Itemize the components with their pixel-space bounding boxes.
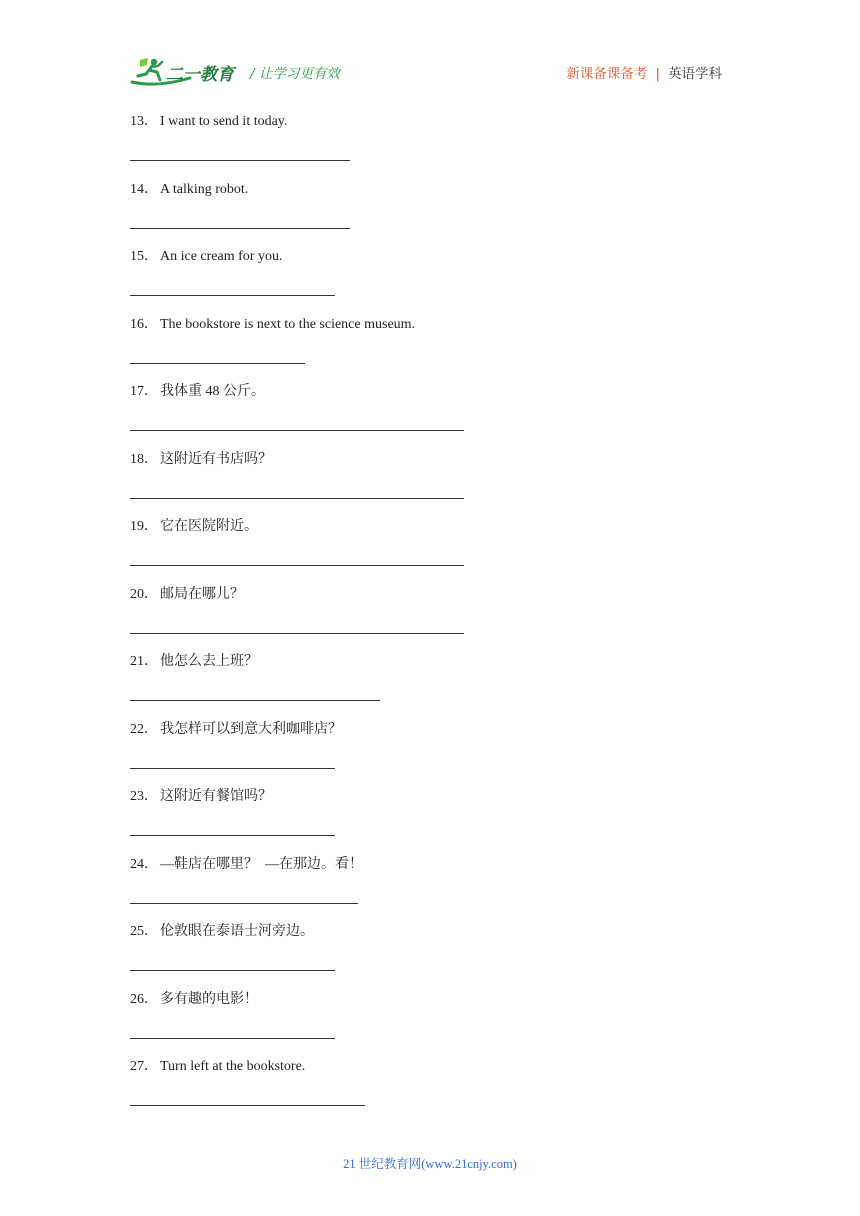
question-prompt: 我怎样可以到意大利咖啡店？ xyxy=(160,721,342,737)
question-item xyxy=(130,249,730,317)
question-number: 16． xyxy=(130,316,158,332)
question-item xyxy=(130,452,730,520)
question-number: 24． xyxy=(130,856,158,872)
answer-line[interactable] xyxy=(130,970,335,971)
question-text xyxy=(130,1059,305,1075)
header-course-info xyxy=(566,62,722,82)
answer-line[interactable] xyxy=(130,700,380,701)
question-item xyxy=(130,519,730,587)
question-text xyxy=(130,519,258,535)
course-label: 新课备课备考 xyxy=(566,66,648,82)
answer-line[interactable] xyxy=(130,768,335,769)
answer-line[interactable] xyxy=(130,363,305,364)
question-prompt: 邮局在哪儿？ xyxy=(160,586,244,602)
question-prompt: 我体重 48 公斤。 xyxy=(160,384,265,399)
question-item xyxy=(130,114,730,182)
question-number: 13． xyxy=(130,114,158,129)
question-number: 23． xyxy=(130,789,158,804)
question-text xyxy=(130,114,287,130)
question-text xyxy=(130,249,282,265)
question-text xyxy=(130,587,244,603)
question-item xyxy=(130,857,730,925)
question-item xyxy=(130,789,730,857)
question-number: 20． xyxy=(130,586,158,602)
answer-line[interactable] xyxy=(130,498,464,499)
question-text xyxy=(130,789,272,805)
question-item xyxy=(130,654,730,722)
question-prompt: Turn left at the bookstore. xyxy=(160,1059,306,1074)
runner-logo-icon xyxy=(130,56,242,88)
answer-line[interactable] xyxy=(130,295,335,296)
question-item xyxy=(130,722,730,790)
answer-line[interactable] xyxy=(130,633,464,634)
question-list xyxy=(130,114,730,1127)
answer-line[interactable] xyxy=(130,160,350,161)
question-text xyxy=(130,182,248,198)
question-text xyxy=(130,654,258,670)
question-number: 18． xyxy=(130,451,158,467)
question-text xyxy=(130,452,272,468)
question-number: 17． xyxy=(130,384,158,399)
question-text xyxy=(130,317,415,333)
subject-label: 英语学科 xyxy=(668,66,722,82)
question-text xyxy=(130,992,258,1008)
question-item xyxy=(130,317,730,385)
question-text xyxy=(130,857,363,873)
question-number: 26． xyxy=(130,991,158,1007)
header-separator: | xyxy=(655,66,660,82)
question-prompt: 他怎么去上班？ xyxy=(160,654,258,669)
question-number: 25． xyxy=(130,924,158,939)
question-prompt: 伦敦眼在泰语士河旁边。 xyxy=(160,924,314,939)
question-prompt: 这附近有书店吗？ xyxy=(160,451,272,467)
question-number: 14． xyxy=(130,181,158,197)
question-number: 22． xyxy=(130,721,158,737)
question-text xyxy=(130,722,342,738)
question-number: 27． xyxy=(130,1059,158,1074)
question-prompt: 它在医院附近。 xyxy=(160,519,258,534)
question-item xyxy=(130,924,730,992)
question-prompt: 这附近有餐馆吗？ xyxy=(160,789,272,804)
page-header xyxy=(0,0,860,100)
svg-text:二一教育: 二一教育 xyxy=(166,65,234,85)
question-prompt: 多有趣的电影！ xyxy=(160,991,258,1007)
answer-line[interactable] xyxy=(130,1038,335,1039)
question-prompt: The bookstore is next to the science museum. xyxy=(160,316,416,332)
question-number: 21． xyxy=(130,654,158,669)
header-slogan: / 让学习更有效 xyxy=(250,66,340,82)
question-item xyxy=(130,182,730,250)
answer-line[interactable] xyxy=(130,903,358,904)
question-prompt: A talking robot. xyxy=(160,181,249,197)
question-item xyxy=(130,587,730,655)
answer-line[interactable] xyxy=(130,835,335,836)
question-text xyxy=(130,384,265,400)
question-prompt: I want to send it today. xyxy=(160,114,288,129)
page-footer: 21 世纪教育网(www.21cnjy.com) xyxy=(343,1157,517,1171)
answer-line[interactable] xyxy=(130,1105,365,1106)
answer-line[interactable] xyxy=(130,430,464,431)
answer-line[interactable] xyxy=(130,565,464,566)
question-item xyxy=(130,384,730,452)
site-logo xyxy=(130,56,242,88)
question-prompt: —鞋店在哪里？ —在那边。看！ xyxy=(160,856,363,872)
question-item xyxy=(130,992,730,1060)
question-number: 19． xyxy=(130,519,158,534)
question-item xyxy=(130,1059,730,1127)
question-prompt: An ice cream for you. xyxy=(160,249,283,264)
question-text xyxy=(130,924,314,940)
answer-line[interactable] xyxy=(130,228,350,229)
question-number: 15． xyxy=(130,249,158,264)
